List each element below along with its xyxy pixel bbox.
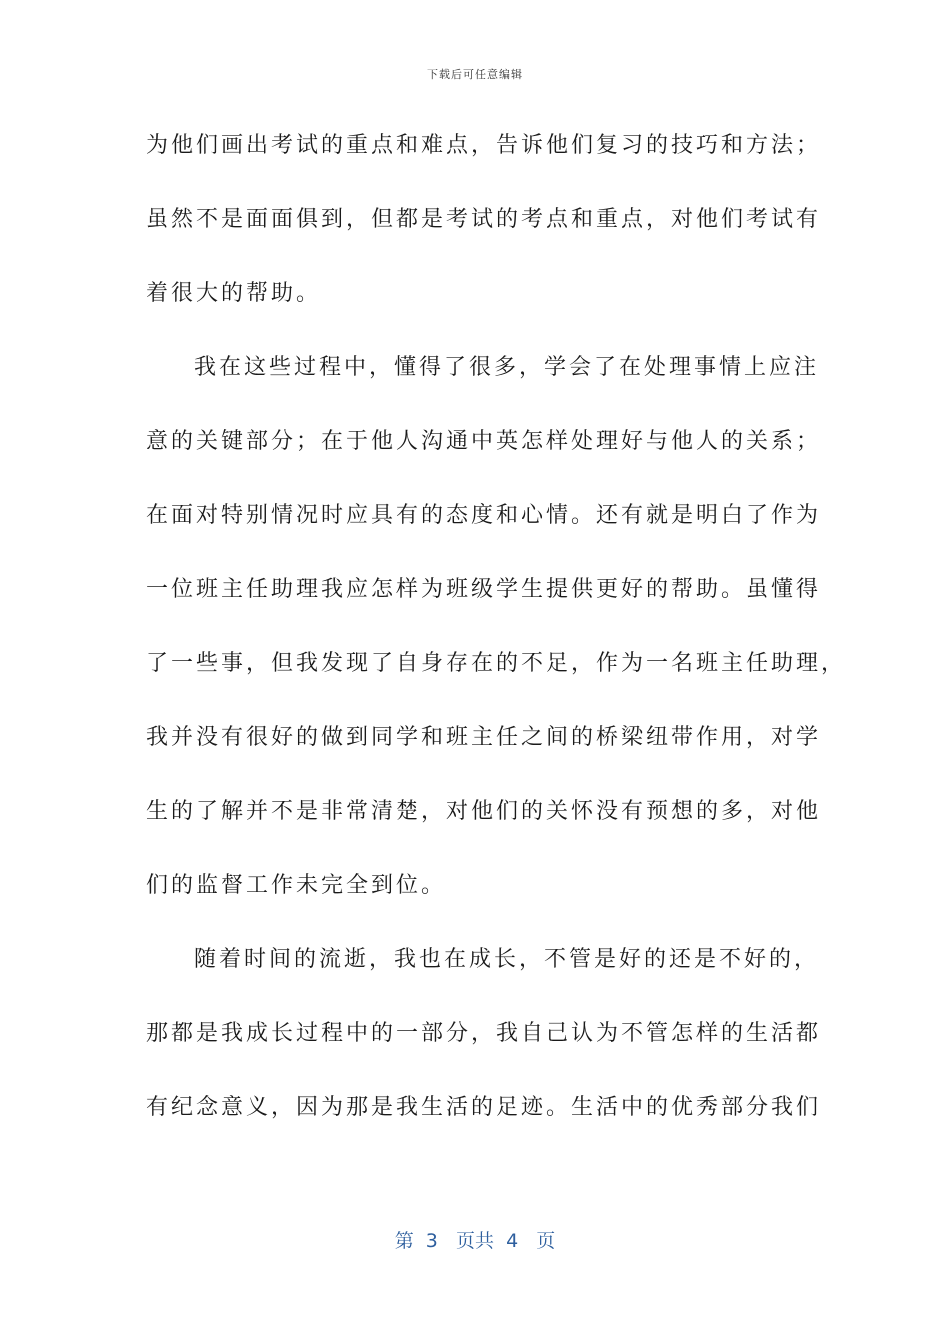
text-line: 一位班主任助理我应怎样为班级学生提供更好的帮助。虽懂得 (146, 577, 822, 602)
page-number-footer: 第 3 页共 4 页 (394, 1230, 556, 1252)
text-line: 为他们画出考试的重点和难点，告诉他们复习的技巧和方法； (146, 133, 822, 158)
document-body (146, 122, 847, 1158)
text-line: 着很大的帮助。 (146, 281, 322, 306)
paragraph-start-line: 随着时间的流逝，我也在成长，不管是好的还是不好的， (194, 947, 820, 972)
text-line: 我并没有很好的做到同学和班主任之间的桥梁纽带作用，对学 (146, 725, 822, 750)
text-line: 在面对特别情况时应具有的态度和心情。还有就是明白了作为 (146, 503, 822, 528)
text-line: 那都是我成长过程中的一部分，我自己认为不管怎样的生活都 (146, 1021, 822, 1046)
page-header: 下载后可任意编辑 (427, 68, 523, 81)
text-line: 生的了解并不是非常清楚，对他们的关怀没有预想的多，对他 (146, 799, 822, 824)
text-line: 了一些事，但我发现了自身存在的不足，作为一名班主任助理， (146, 651, 847, 676)
text-line: 们的监督工作未完全到位。 (146, 873, 447, 898)
text-line: 虽然不是面面俱到，但都是考试的考点和重点，对他们考试有 (146, 207, 822, 232)
text-line: 意的关键部分；在于他人沟通中英怎样处理好与他人的关系； (146, 429, 822, 454)
paragraph-start-line: 我在这些过程中，懂得了很多，学会了在处理事情上应注 (194, 355, 820, 380)
text-line: 有纪念意义，因为那是我生活的足迹。生活中的优秀部分我们 (146, 1095, 822, 1120)
